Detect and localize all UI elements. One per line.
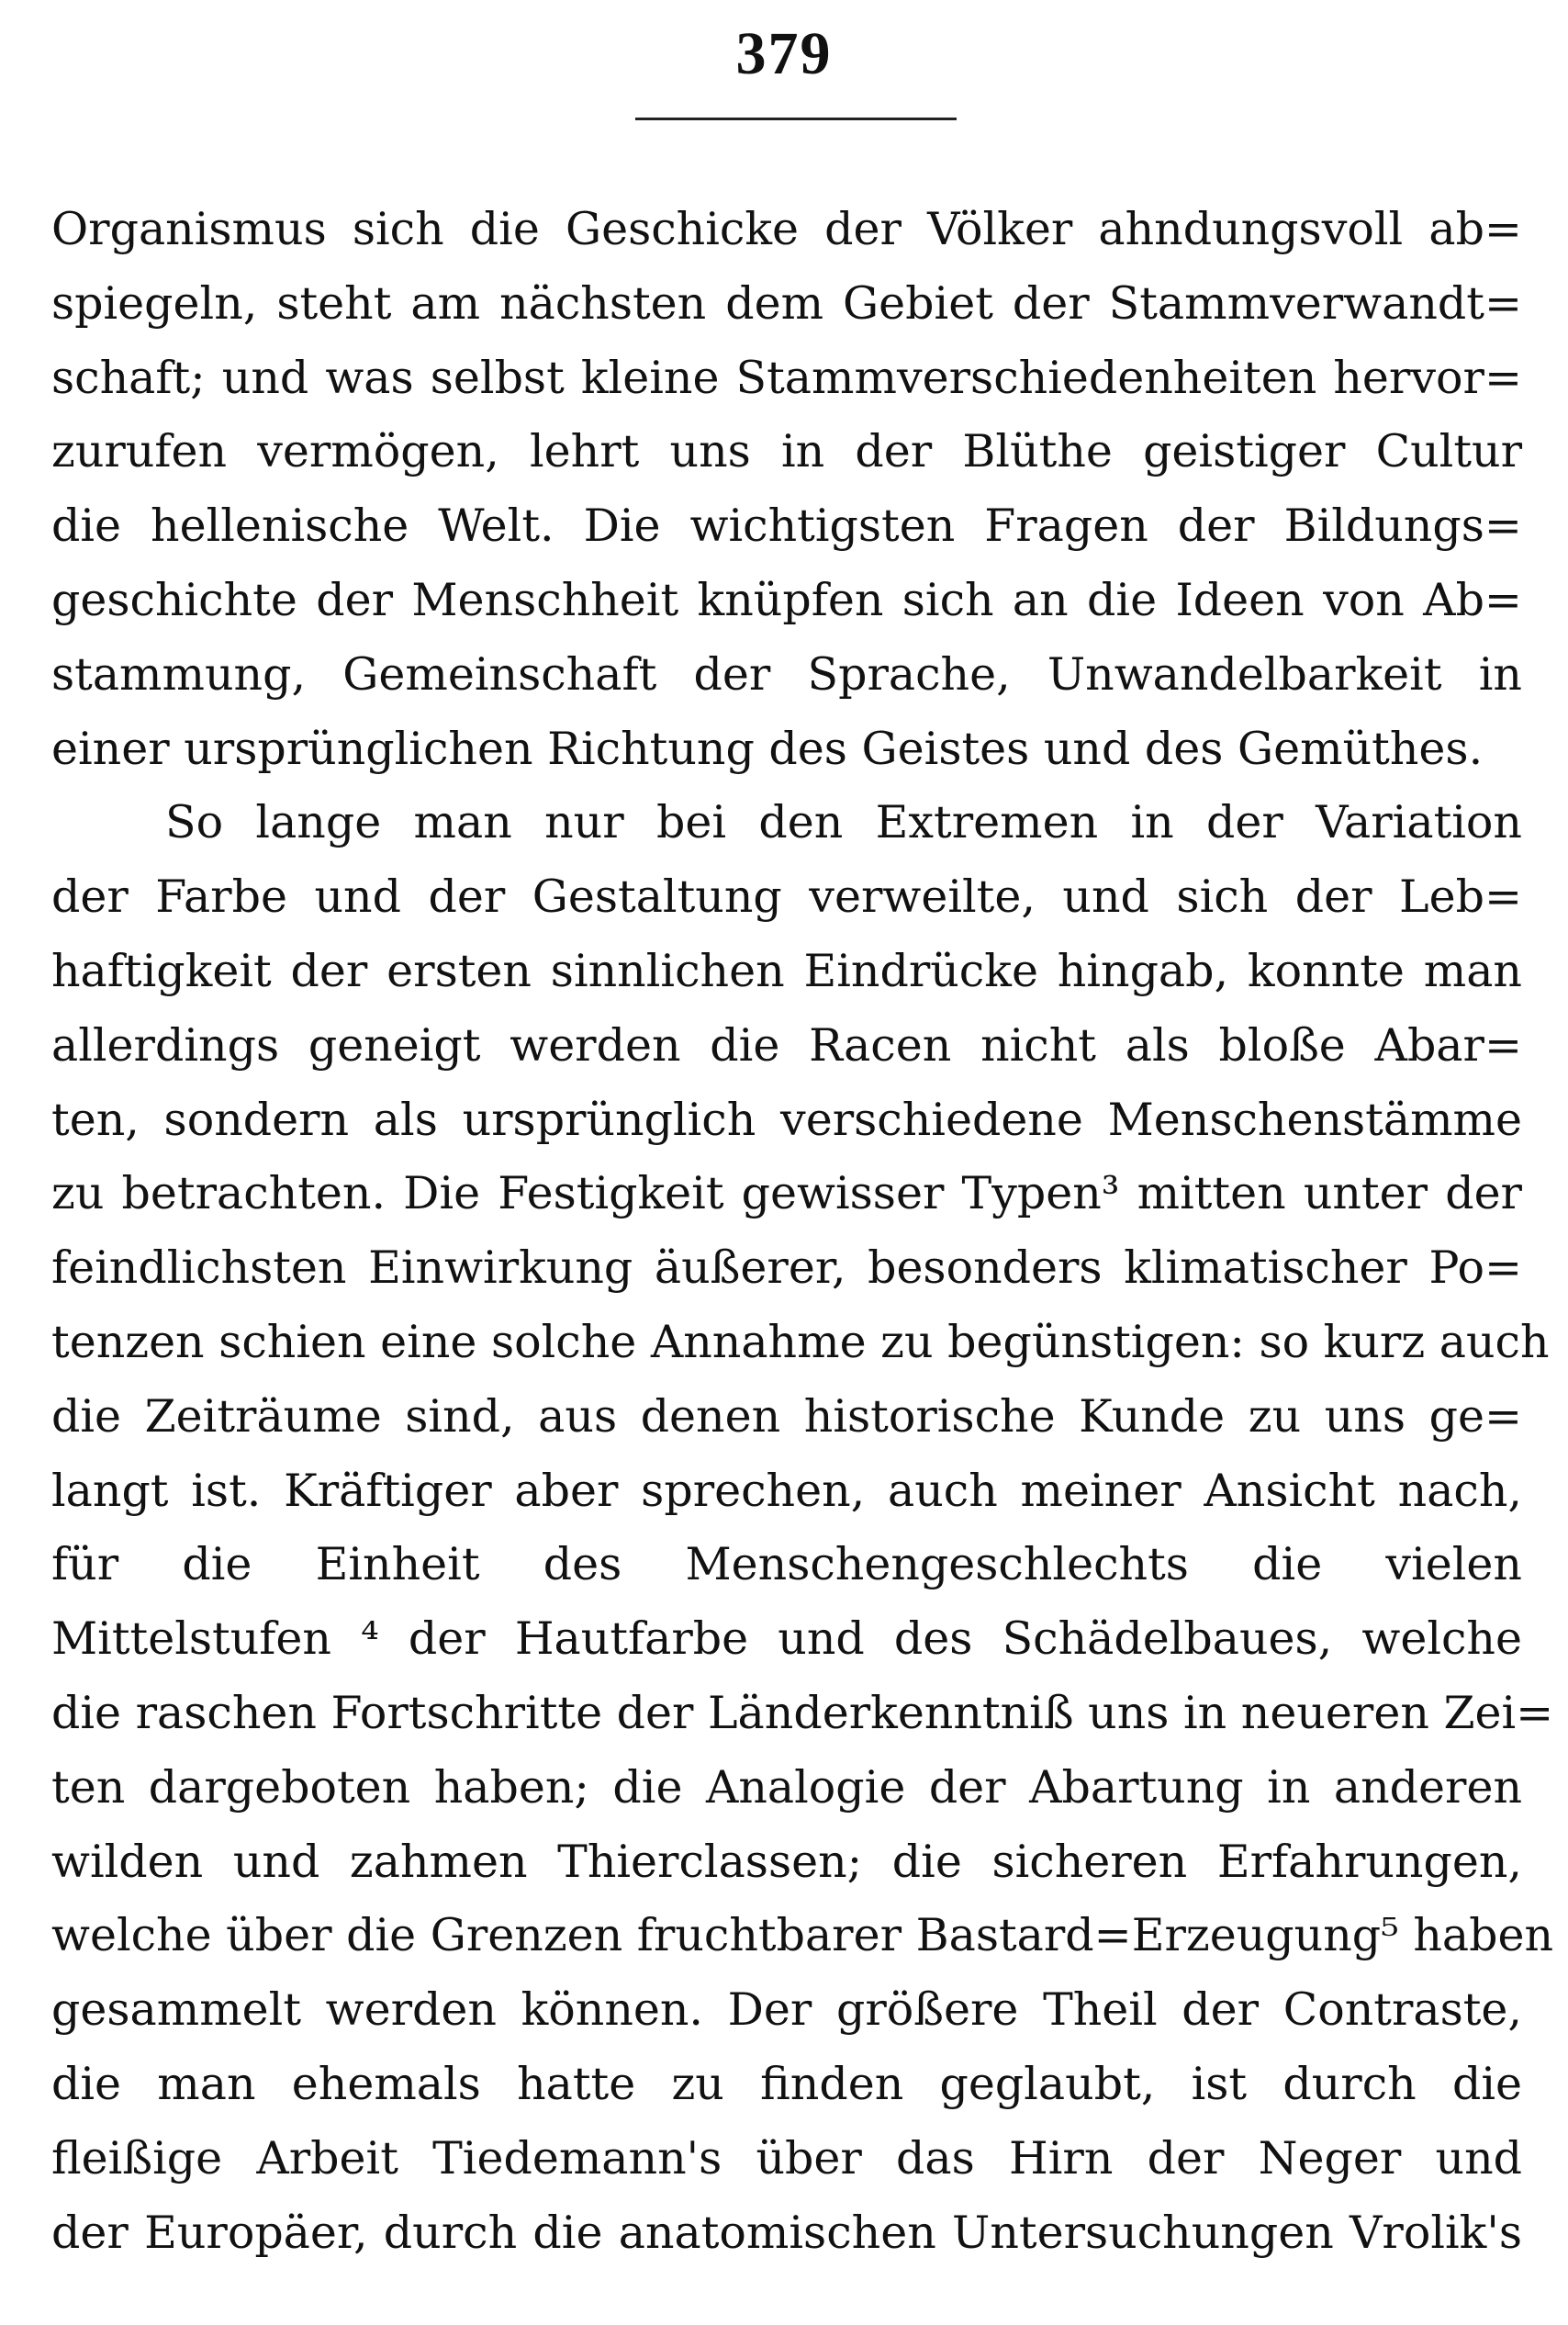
page-number: 379 — [735, 20, 833, 87]
text-line: langt ist. Kräftiger aber sprechen, auch meiner Ansicht nach, — [51, 1464, 1522, 1517]
body-text — [51, 193, 1554, 2270]
text-line: welche über die Grenzen fruchtbarer Bastard=Erzeugung⁵ haben — [51, 1909, 1554, 1962]
text-line: spiegeln, steht am nächsten dem Gebiet der Stammverwandt= — [51, 276, 1522, 330]
text-line: Organismus sich die Geschicke der Völker ahndungsvoll ab= — [51, 203, 1522, 255]
text-line: schaft; und was selbst kleine Stammverschiedenheiten hervor= — [51, 351, 1522, 404]
text-line: zurufen vermögen, lehrt uns in der Blüthe geistiger Cultur — [51, 425, 1522, 478]
text-line: ten dargeboten haben; die Analogie der Abartung in anderen — [51, 1760, 1522, 1814]
text-line: ten, sondern als ursprünglich verschiedene Menschenstämme — [51, 1093, 1522, 1146]
text-line: Mittelstufen ⁴ der Hautfarbe und des Schädelbaues, welche — [51, 1612, 1522, 1666]
text-line: die hellenische Welt. Die wichtigsten Fragen der Bildungs= — [51, 500, 1522, 553]
header-rule — [635, 118, 957, 120]
text-line: haftigkeit der ersten sinnlichen Eindrücke hingab, konnte man — [51, 944, 1522, 997]
text-line: tenzen schien eine solche Annahme zu begünstigen: so kurz auch — [51, 1315, 1550, 1368]
text-line: die man ehemals hatte zu finden geglaubt, ist durch die — [51, 2057, 1522, 2110]
text-line: für die Einheit des Menschengeschlechts die vielen — [51, 1538, 1522, 1591]
text-line: der Europäer, durch die anatomischen Untersuchungen Vrolik's — [51, 2206, 1522, 2259]
text-line: wilden und zahmen Thierclassen; die sicheren Erfahrungen, — [51, 1835, 1522, 1888]
text-line: gesammelt werden können. Der größere Theil der Contraste, — [51, 1983, 1522, 2037]
text-line: feindlichsten Einwirkung äußerer, besonders klimatischer Po= — [51, 1241, 1522, 1295]
text-line: So lange man nur bei den Extremen in der Variation — [165, 796, 1522, 849]
text-line: die Zeiträume sind, aus denen historische Kunde zu uns ge= — [51, 1389, 1522, 1443]
text-line: fleißige Arbeit Tiedemann's über das Hirn der Neger und — [51, 2131, 1522, 2185]
text-line: allerdings geneigt werden die Racen nicht als bloße Abar= — [51, 1018, 1522, 1072]
text-line: einer ursprünglichen Richtung des Geistes und des Gemüthes. — [51, 722, 1484, 775]
text-line: der Farbe und der Gestaltung verweilte, und sich der Leb= — [51, 870, 1522, 924]
text-line: zu betrachten. Die Festigkeit gewisser Typen³ mitten unter der — [51, 1167, 1522, 1220]
text-line: geschichte der Menschheit knüpfen sich an die Ideen von Ab= — [51, 573, 1522, 626]
text-line: die raschen Fortschritte der Länderkenntniß uns in neueren Zei= — [51, 1686, 1554, 1739]
text-line: stammung, Gemeinschaft der Sprache, Unwandelbarkeit in — [51, 647, 1522, 701]
